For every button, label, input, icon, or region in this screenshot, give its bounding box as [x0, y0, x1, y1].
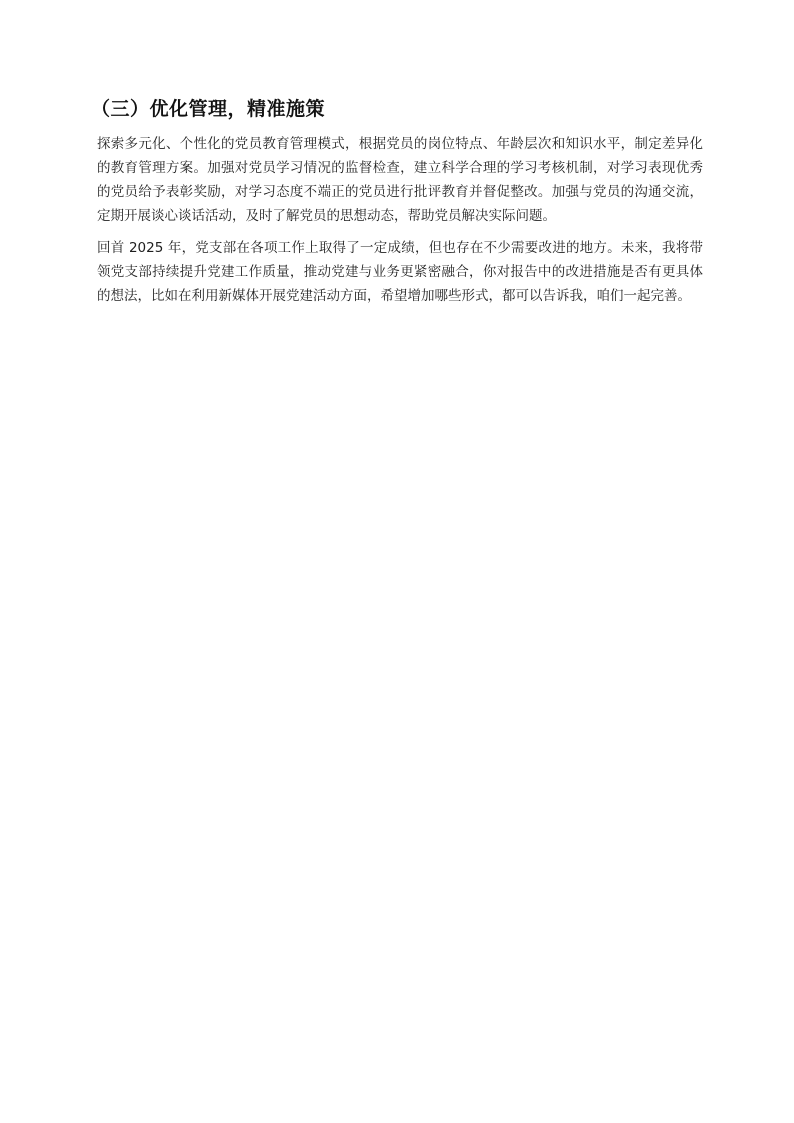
paragraph-management: 探索多元化、个性化的党员教育管理模式，根据党员的岗位特点、年龄层次和知识水平，制定差异化的教育管理方案。加强对党员学习情况的监督检查，建立科学合理的学习考核机制，对学习表现优秀的党员给予表彰奖励，对学习态度不端正的党员进行批评教育并督促整改。加强与党员的沟通交流，定期开展谈心谈话活动，及时了解党员的思想动态，帮助党员解决实际问题。 [97, 136, 703, 224]
document-body [91, 96, 703, 316]
section-heading: （三）优化管理，精准施策 [91, 98, 326, 120]
paragraph-conclusion: 回首 2025 年，党支部在各项工作上取得了一定成绩，但也存在不少需要改进的地方。未来，我将带领党支部持续提升党建工作质量，推动党建与业务更紧密融合，你对报告中的改进措施是否有更具体的想法，比如在利用新媒体开展党建活动方面，希望增加哪些形式，都可以告诉我，咱们一起完善。 [97, 240, 703, 304]
